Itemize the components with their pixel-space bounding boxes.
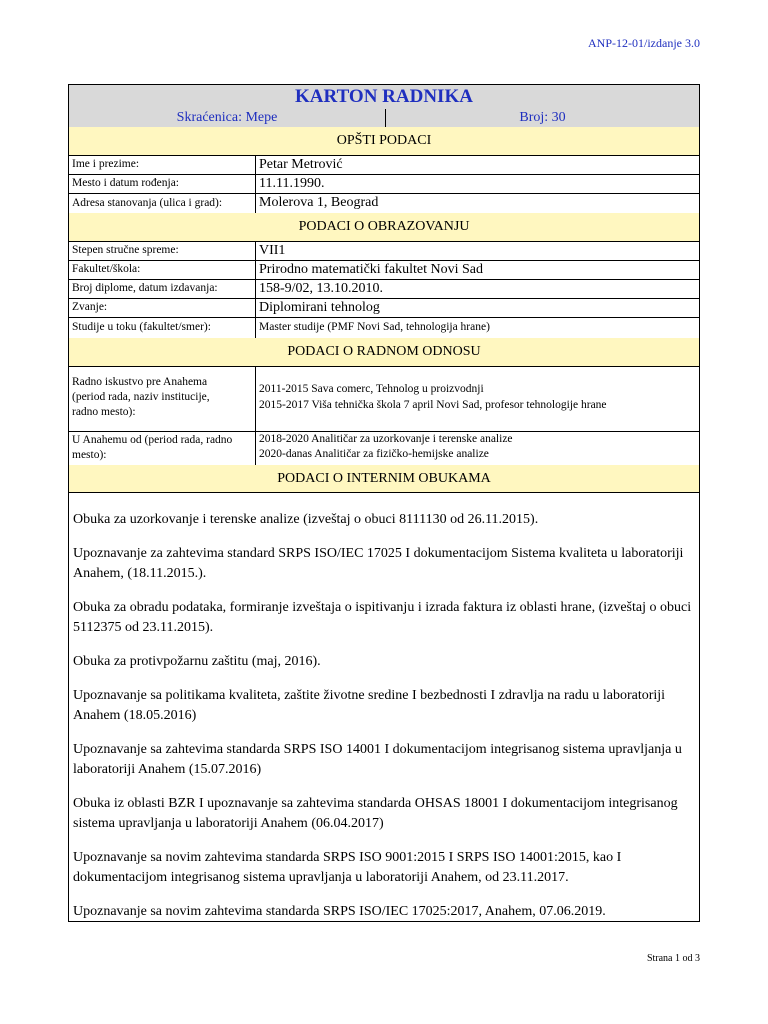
title-value: Diplomirani tehnolog (255, 298, 699, 317)
training-item: Obuka za protivpožarnu zaštitu (maj, 2016). (73, 654, 321, 669)
address-value: Molerova 1, Beograd (255, 193, 699, 213)
training-item: Obuka iz oblasti BZR I upoznavanje sa zahtevima standarda OHSAS 18001 I dokumentacijom integrisanog sistema upravljanja u laboratoriji Anahem (06.04.2017) (73, 796, 678, 831)
field-faculty (69, 260, 699, 279)
training-item: Upoznavanje sa politikama kvaliteta, zaštite životne sredine I bezbednosti I zdravlja na radu u laboratoriji Anahem (18.05.2016) (73, 688, 666, 723)
trainings-list (69, 492, 699, 923)
studies-label: Studije u toku (fakultet/smer): (72, 321, 211, 333)
field-degree (69, 241, 699, 260)
field-address (69, 193, 699, 213)
prior-experience-label: Radno iskustvo pre Anahema (period rada, naziv institucije, radno mesto): (72, 376, 210, 418)
training-item: Obuka za uzorkovanje i terenske analize (izveštaj o obuci 8111130 od 26.11.2015). (73, 512, 539, 527)
form-subtitle-row (69, 109, 699, 127)
degree-label: Stepen stručne spreme: (72, 244, 179, 256)
name-value: Petar Metrović (255, 155, 699, 174)
field-prior-experience (69, 366, 699, 431)
faculty-value: Prirodno matematički fakultet Novi Sad (255, 260, 699, 279)
prior-experience-value: 2011-2015 Sava comerc, Tehnolog u proizvodnji 2015-2017 Viša tehnička škola 7 april Novi Sad, profesor tehnologije hrane (255, 366, 699, 431)
abbreviation: Skraćenica: Mepe (176, 110, 278, 125)
field-diploma (69, 279, 699, 298)
title-label: Zvanje: (72, 301, 108, 313)
anahem-period-value: 2018-2020 Analitičar za uzorkovanje i terenske analize 2020-danas Analitičar za fizičko-hemijske analize (255, 431, 699, 465)
employee-card-form (68, 84, 700, 922)
field-name (69, 155, 699, 174)
field-title (69, 298, 699, 317)
page-number: Strana 1 od 3 (646, 953, 700, 964)
section-employment-heading: PODACI O RADNOM ODNOSU (69, 338, 699, 366)
birth-label: Mesto i datum rođenja: (72, 177, 179, 189)
field-birth (69, 174, 699, 193)
section-trainings-heading: PODACI O INTERNIM OBUKAMA (69, 465, 699, 492)
birth-value: 11.11.1990. (255, 174, 699, 193)
diploma-value: 158-9/02, 13.10.2010. (255, 279, 699, 298)
card-number: Broj: 30 (385, 109, 699, 127)
field-studies (69, 317, 699, 338)
training-item: Obuka za obradu podataka, formiranje izveštaja o ispitivanju i izrada faktura iz oblasti hrane, (izveštaj o obuci 5112375 od 23.11.2015). (73, 600, 692, 635)
document-code: ANP-12-01/izdanje 3.0 (588, 36, 700, 50)
training-item: Upoznavanje sa novim zahtevima standarda SRPS ISO 9001:2015 I SRPS ISO 14001:2015, kao I dokumentacijom integrisanog sistema upravljanja u laboratoriji Anahem, od 23.11.2017. (73, 850, 622, 885)
form-title: KARTON RADNIKA (295, 86, 473, 107)
diploma-label: Broj diplome, datum izdavanja: (72, 282, 218, 294)
anahem-period-label: U Anahemu od (period rada, radno mesto): (72, 434, 233, 461)
degree-value: VII1 (255, 241, 699, 260)
section-education-heading: PODACI O OBRAZOVANJU (69, 213, 699, 241)
section-general-heading: OPŠTI PODACI (69, 127, 699, 155)
studies-value: Master studije (PMF Novi Sad, tehnologija hrane) (255, 317, 699, 338)
address-label: Adresa stanovanja (ulica i grad): (72, 197, 223, 209)
training-item: Upoznavanje sa novim zahtevima standarda SRPS ISO/IEC 17025:2017, Anahem, 07.06.2019. (73, 904, 606, 919)
training-item: Upoznavanje sa zahtevima standarda SRPS ISO 14001 I dokumentacijom integrisanog sistema upravljanja u laboratoriji Anahem (15.07.2016) (73, 742, 682, 777)
training-item: Upoznavanje za zahtevima standard SRPS ISO/IEC 17025 I dokumentacijom Sistema kvaliteta u laboratoriji Anahem, (18.11.2015.). (73, 546, 684, 581)
form-title-row (69, 85, 699, 109)
name-label: Ime i prezime: (72, 158, 140, 170)
field-anahem-period (69, 431, 699, 465)
faculty-label: Fakultet/škola: (72, 263, 141, 275)
